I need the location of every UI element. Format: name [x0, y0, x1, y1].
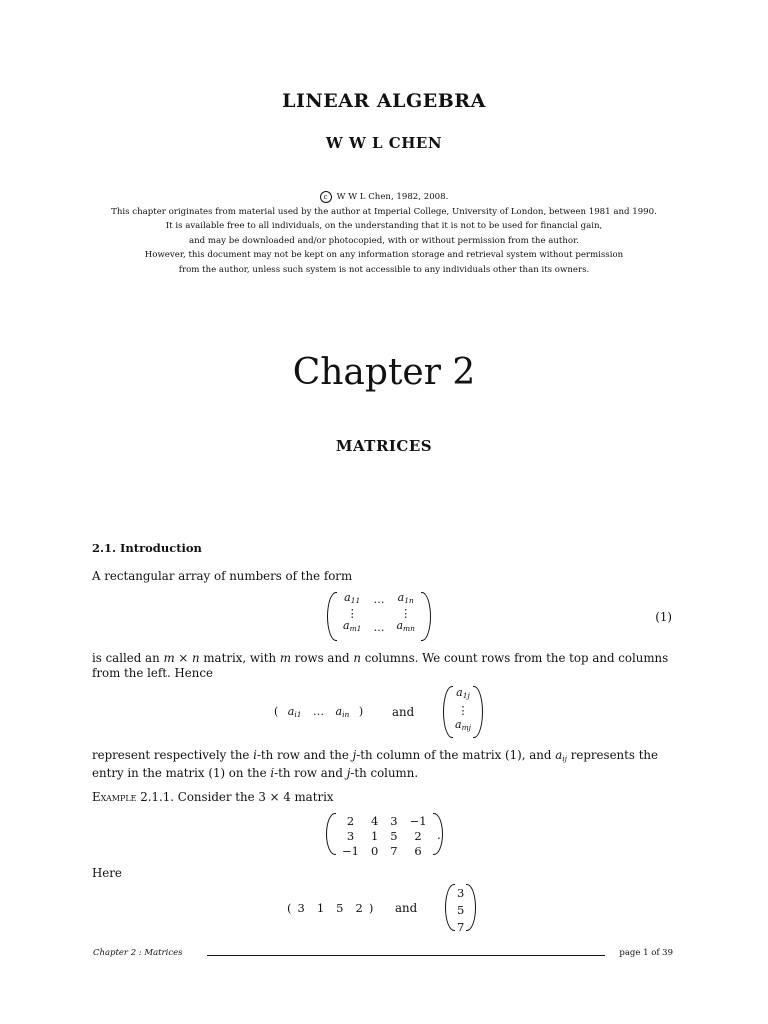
- notice-line-5: from the author, unless such system is not accessible to any individuals other than its owners.: [178, 264, 590, 275]
- and-text: and: [392, 705, 415, 719]
- matrix-entry: 2: [346, 814, 355, 828]
- col-dots: ⋮: [457, 703, 469, 717]
- row-dots: …: [313, 705, 325, 718]
- matrix-entry: 3: [346, 829, 355, 843]
- paragraph-row-column: represent respectively the i-th row and the j-th column of the matrix (1), and $a_{ij}$ represents the entry in the matrix (1) on the i-th row and j-th column.: [92, 748, 659, 780]
- matrix-entry: 2: [414, 829, 422, 843]
- equation-number: (1): [655, 610, 672, 624]
- example-row-vector: ( 3 1 5 2 ): [287, 901, 374, 915]
- matrix-entry: 7: [390, 844, 398, 858]
- author-name: W W L CHEN: [325, 134, 443, 152]
- example-text: Consider the 3 × 4 matrix: [174, 790, 334, 804]
- example-label: Example 2.1.1.: [92, 790, 175, 804]
- row-entry: 1: [316, 901, 325, 915]
- matrix-entry: $a_{m1}$: [343, 619, 362, 633]
- col-entry: $a_{mj}$: [455, 718, 471, 732]
- col-entry: 5: [457, 903, 465, 917]
- row-vector: ( $a_{i1}$ … $a_{in}$ ): [274, 705, 364, 719]
- row-entry: $a_{in}$: [335, 705, 350, 719]
- intro-text: A rectangular array of numbers of the form: [92, 569, 353, 583]
- example-matrix: [326, 813, 443, 858]
- footer-rule: [207, 955, 605, 956]
- col-entry: 3: [457, 886, 465, 900]
- column-vector: [443, 686, 483, 738]
- notice-line-4: However, this document may not be kept on any information storage and retrieval system without permission: [144, 250, 624, 261]
- matrix-entry: 4: [370, 814, 379, 828]
- matrix-entry: …: [373, 592, 385, 606]
- matrix-entry: ⋮: [346, 606, 358, 620]
- matrix-entry: ⋮: [400, 606, 412, 620]
- notice-line-2: It is available free to all individuals, on the understanding that it is not to be used for financial gain,: [165, 221, 603, 232]
- matrix-entry: 0: [370, 844, 379, 858]
- matrix-entry: 3: [390, 814, 398, 828]
- row-entry: $a_{i1}$: [287, 705, 302, 719]
- matrix-entry: 6: [414, 844, 422, 858]
- matrix-entry: 5: [390, 829, 398, 843]
- example-column-vector: [445, 884, 476, 934]
- matrix-period: .: [437, 828, 441, 842]
- right-paren: [473, 686, 483, 738]
- matrix-entry: 1: [370, 829, 379, 843]
- left-paren: [326, 813, 336, 855]
- general-matrix: [327, 592, 431, 641]
- col-entry: 7: [457, 920, 465, 934]
- copyright-notice: [0, 190, 768, 278]
- book-title: LINEAR ALGEBRA: [282, 90, 486, 112]
- copyright-line: [0, 190, 768, 205]
- here-text: Here: [92, 866, 122, 880]
- row-entry: 5: [336, 901, 344, 915]
- row-entry: 3: [297, 901, 305, 915]
- matrix-entry: −1: [342, 844, 359, 858]
- footer-page-number: page 1 of 39: [619, 948, 673, 958]
- matrix-entry: $a_{11}$: [344, 591, 361, 605]
- matrix-entry: $a_{1n}$: [397, 591, 414, 605]
- right-paren: [421, 592, 431, 641]
- paragraph-mxn: is called an m × n matrix, with m rows and n columns. We count rows from the top and columns from the left. Hence: [92, 651, 669, 680]
- notice-line-3: and may be downloaded and/or photocopied, with or without permission from the author.: [189, 235, 579, 246]
- row-entry: 2: [355, 901, 363, 915]
- right-paren: [466, 884, 476, 931]
- col-entry: $a_{1j}$: [456, 686, 470, 700]
- section-heading: 2.1. Introduction: [92, 541, 202, 555]
- footer-chapter: Chapter 2 : Matrices: [93, 948, 183, 958]
- matrix-entry: $a_{mn}$: [396, 619, 415, 633]
- notice-line-1: This chapter originates from material used by the author at Imperial College, University of London, between 1981 and 1990.: [111, 206, 657, 217]
- copyright-icon: c: [320, 191, 332, 203]
- chapter-heading: Chapter 2: [292, 352, 476, 393]
- matrix-entry: −1: [409, 814, 427, 828]
- matrix-entry: …: [373, 620, 385, 634]
- left-paren: [327, 592, 337, 641]
- copyright-text: W W L Chen, 1982, 2008.: [336, 192, 449, 202]
- left-paren: [443, 686, 453, 738]
- left-paren: [445, 884, 455, 931]
- chapter-subtitle: MATRICES: [335, 437, 433, 455]
- example-heading: [92, 790, 676, 805]
- example-and-text: and: [395, 901, 418, 915]
